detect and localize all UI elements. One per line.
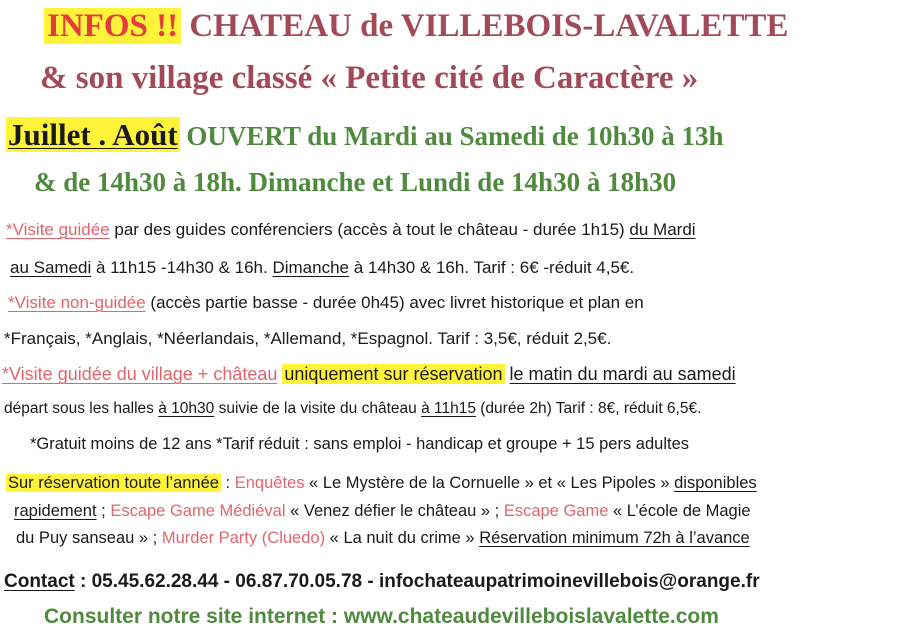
- venez-text: « Venez défier le château » ;: [285, 502, 504, 520]
- guided-sunday: Dimanche: [272, 258, 349, 277]
- year-round-label: Sur réservation toute l’année: [8, 474, 219, 492]
- year-round-colon: :: [220, 474, 235, 492]
- contact-details: : 05.45.62.28.44 - 06.87.70.05.78 - infochateaupatrimoinevillebois@orange.fr: [74, 571, 760, 592]
- languages-line: *Français, *Anglais, *Néerlandais, *Allemand, *Espagnol. Tarif : 3,5€, réduit 2,5€.: [4, 329, 612, 348]
- escape-medieval-label: Escape Game Médiéval: [110, 502, 286, 520]
- guided-days-2: au Samedi: [10, 258, 92, 277]
- period-label: Juillet . Août: [8, 117, 178, 152]
- village-time-1: à 10h30: [158, 400, 215, 417]
- contact-line: [4, 571, 760, 593]
- guided-desc: par des guides conférenciers (accès à tout le château - durée 1h15): [109, 220, 630, 239]
- page-title: CHATEAU de VILLEBOIS-LAVALETTE: [189, 8, 789, 44]
- village-visit-label: *Visite guidée du village + château: [2, 364, 278, 384]
- page-subtitle: & son village classé « Petite cité de Caractère »: [40, 60, 699, 96]
- dispo-2: rapidement: [14, 502, 97, 520]
- guided-days-1: du Mardi: [629, 220, 696, 239]
- village-dep-2: suivie de la visite du château: [214, 400, 422, 417]
- contact-label: Contact: [4, 571, 75, 592]
- reservation-minimum: Réservation minimum 72h à l’avance: [479, 529, 750, 547]
- ecole-text: « L’école de Magie: [608, 502, 751, 520]
- village-morning: le matin du mardi au samedi: [509, 364, 736, 384]
- year-round-line-3: [16, 529, 750, 548]
- infos-badge: INFOS !!: [44, 8, 181, 44]
- semi-1: ;: [96, 502, 111, 520]
- guided-times: à 11h15 -14h30 & 16h.: [91, 258, 273, 277]
- year-round-line-2: [14, 502, 751, 521]
- year-round-line-1: [6, 474, 757, 493]
- village-time-2: à 11h15: [421, 400, 476, 417]
- enquetes-label: Enquêtes: [234, 474, 305, 492]
- website-line: Consulter notre site internet : www.chateaudevilleboislavalette.com: [44, 605, 719, 628]
- nuit-text: « La nuit du crime »: [325, 529, 480, 547]
- guided-line-1: [6, 220, 696, 240]
- village-line-1: [2, 364, 736, 385]
- village-dep-1: départ sous les halles: [4, 400, 159, 417]
- murder-party-label: Murder Party (Cluedo): [161, 529, 326, 547]
- opening-hours: OUVERT du Mardi au Samedi de 10h30 à 13h: [186, 121, 724, 151]
- reservation-badge: uniquement sur réservation: [284, 364, 503, 384]
- non-guided-label: *Visite non-guidée: [8, 293, 146, 312]
- non-guided-line-1: [8, 293, 644, 313]
- guided-line-2: [10, 258, 634, 278]
- village-line-2: [4, 400, 701, 418]
- guided-visit-label: *Visite guidée: [6, 220, 110, 239]
- escape-game-label: Escape Game: [503, 502, 609, 520]
- hours-line-1: [6, 117, 724, 153]
- hours-line-2: & de 14h30 à 18h. Dimanche et Lundi de 14h30 à 18h30: [34, 167, 677, 197]
- dispo-1: disponibles: [674, 474, 757, 492]
- mystere-text: « Le Mystère de la Cornuelle » et « Les Pipoles »: [304, 474, 675, 492]
- guided-sunday-times: à 14h30 & 16h. Tarif : 6€ -réduit 4,5€.: [349, 258, 635, 277]
- free-line: *Gratuit moins de 12 ans *Tarif réduit : sans emploi - handicap et groupe + 15 pers adultes: [30, 435, 690, 453]
- village-dep-3: (durée 2h) Tarif : 8€, réduit 6,5€.: [475, 400, 702, 417]
- puy-text: du Puy sanseau » ;: [16, 529, 162, 547]
- title-line: [44, 8, 788, 45]
- non-guided-desc: (accès partie basse - durée 0h45) avec livret historique et plan en: [145, 293, 644, 312]
